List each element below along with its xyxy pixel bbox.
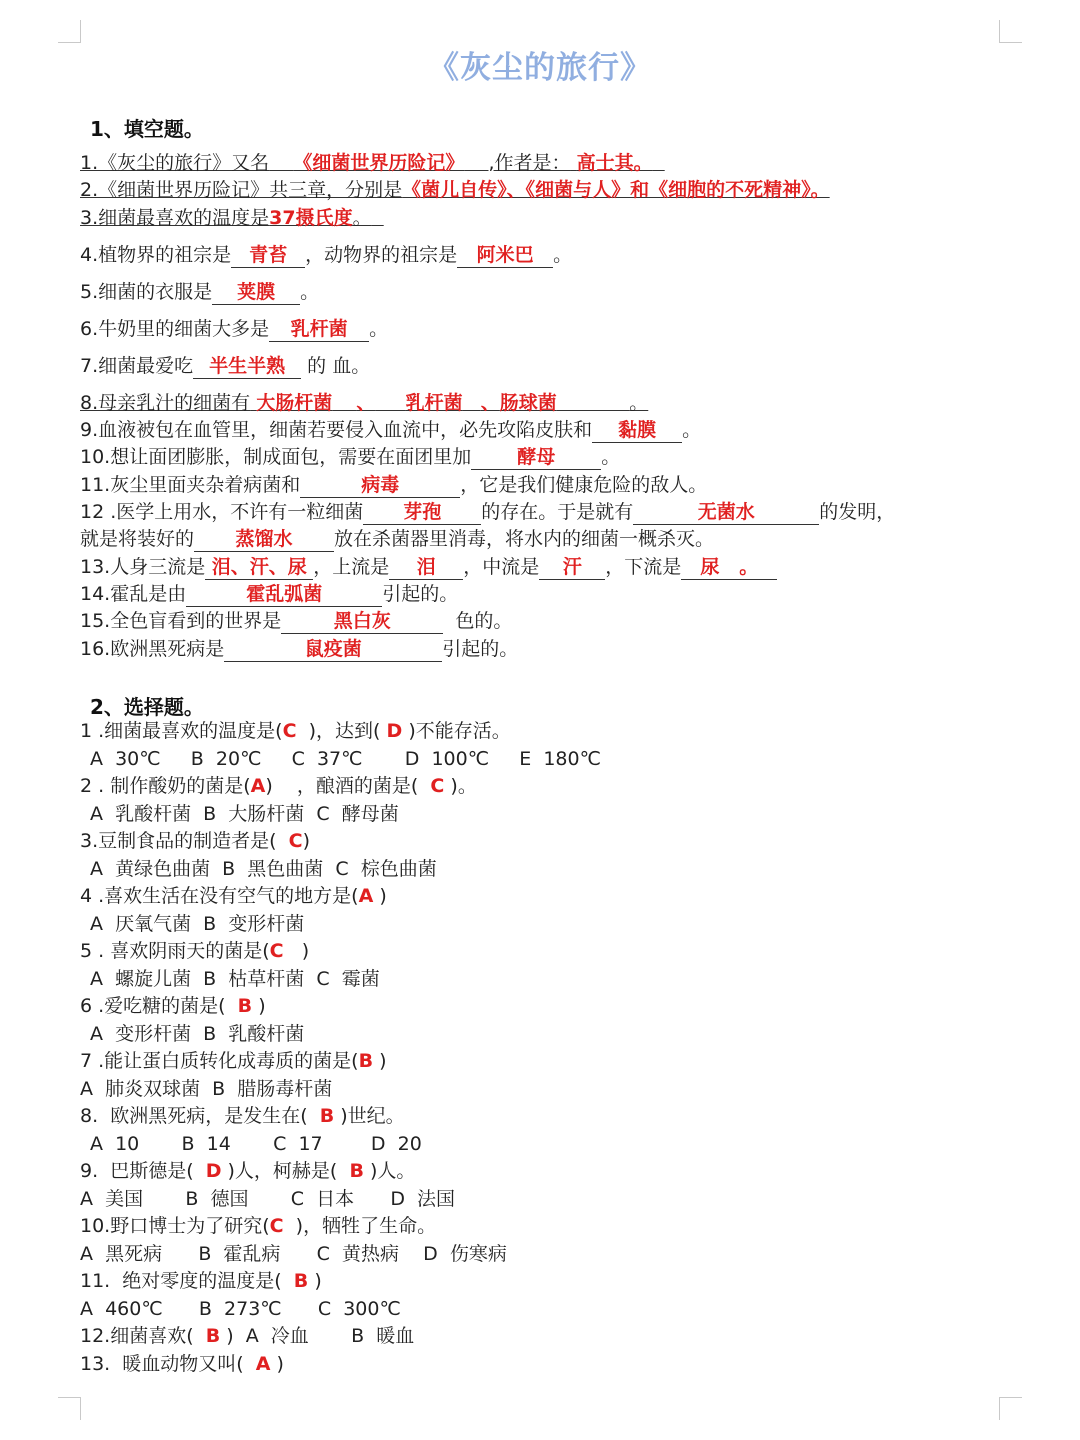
choice-question-8: 8. 欧洲黑死病，是发生在( B )世纪。 [80, 1105, 405, 1127]
page-title: 《灰尘的旅行》 [428, 50, 652, 86]
corner-mark-bottom-left [58, 1397, 81, 1420]
fill-question-15: 15.全色盲看到的世界是 黑白灰 色的。 [80, 610, 513, 632]
fill-question-11: 11.灰尘里面夹杂着病菌和 病毒 ，它是我们健康危险的敌人。 [80, 474, 708, 496]
choice-question-4: 4 .喜欢生活在没有空气的地方是(A ) [80, 885, 387, 907]
choice-options-4: A 厌氧气菌 B 变形杆菌 [90, 913, 305, 935]
fill-question-8: 8.母亲乳汁的细菌有 大肠杆菌 、 乳杆菌 、肠球菌 。 [80, 392, 649, 414]
choice-options-11: A 460℃ B 273℃ C 300℃ [80, 1298, 401, 1320]
choice-options-2: A 乳酸杆菌 B 大肠杆菌 C 酵母菌 [90, 803, 399, 825]
choice-question-6: 6 .爱吃糖的菌是( B ) [80, 995, 266, 1017]
fill-question-16: 16.欧洲黑死病是 鼠疫菌 引起的。 [80, 638, 519, 660]
choice-options-9: A 美国 B 德国 C 日本 D 法国 [80, 1188, 456, 1210]
fill-question-3: 3.细菌最喜欢的温度是37摄氏度。 [80, 207, 372, 229]
fill-question-4: 4.植物界的祖宗是 青苔 ，动物界的祖宗是 阿米巴 。 [80, 244, 573, 266]
choice-options-3: A 黄绿色曲菌 B 黑色曲菌 C 棕色曲菌 [90, 858, 437, 880]
choice-options-7: A 肺炎双球菌 B 腊肠毒杆菌 [80, 1078, 333, 1100]
fill-question-7: 7.细菌最爱吃 半生半熟 的 血。 [80, 355, 371, 377]
choice-question-7: 7 .能让蛋白质转化成毒质的菌是(B ) [80, 1050, 387, 1072]
section-fill-heading: 1、填空题。 [90, 117, 204, 141]
choice-question-11: 11. 绝对零度的温度是( B ) [80, 1270, 322, 1292]
choice-question-1: 1 .细菌最喜欢的温度是(C )，达到( D )不能存活。 [80, 720, 511, 742]
choice-options-6: A 变形杆菌 B 乳酸杆菌 [90, 1023, 305, 1045]
choice-question-5: 5 . 喜欢阴雨天的菌是(C ) [80, 940, 310, 962]
choice-options-5: A 螺旋儿菌 B 枯草杆菌 C 霉菌 [90, 968, 380, 990]
fill-question-10: 10.想让面团膨胀，制成面包，需要在面团里加 酵母 。 [80, 446, 621, 468]
corner-mark-top-left [58, 20, 81, 43]
corner-mark-top-right [999, 20, 1022, 43]
fill-question-9: 9.血液被包在血管里，细菌若要侵入血流中，必先攻陷皮肤和 黏膜 。 [80, 419, 702, 441]
choice-question-10: 10.野口博士为了研究(C )，牺牲了生命。 [80, 1215, 437, 1237]
choice-options-8: A 10 B 14 C 17 D 20 [90, 1133, 422, 1155]
choice-question-3: 3.豆制食品的制造者是( C) [80, 830, 310, 852]
choice-question-2: 2 . 制作酸奶的菌是(A) ，酿酒的菌是( C )。 [80, 775, 477, 797]
choice-question-13: 13. 暖血动物又叫( A ) [80, 1353, 284, 1375]
fill-question-12: 12 .医学上用水，不许有一粒细菌 芽孢 的存在。于是就有 无菌水 的发明， [80, 501, 896, 523]
fill-question-1: 1.《灰尘的旅行》又名 《细菌世界历险记》 ,作者是： 高士其。 [80, 152, 653, 174]
choice-question-9: 9. 巴斯德是( D )人，柯赫是( B )人。 [80, 1160, 416, 1182]
choice-options-10: A 黑死病 B 霍乱病 C 黄热病 D 伤寒病 [80, 1243, 507, 1265]
fill-question-14: 14.霍乱是由 霍乱弧菌 引起的。 [80, 583, 459, 605]
fill-question-5: 5.细菌的衣服是 荚膜 。 [80, 281, 320, 303]
fill-question-13: 13.人身三流是 泪、汗、尿 ，上流是 泪 ，中流是 汗 ，下流是 尿 。 [80, 554, 1010, 581]
choice-options-1: A 30℃ B 20℃ C 37℃ D 100℃ E 180℃ [90, 748, 601, 770]
fill-question-12-line-2: 就是将装好的 蒸馏水 放在杀菌器里消毒，将水内的细菌一概杀灭。 [80, 528, 715, 550]
section-choice-heading: 2、选择题。 [90, 695, 204, 719]
fill-question-2: 2.《细菌世界历险记》共三章，分别是《菌儿自传》、《细菌与人》和《细胞的不死精神》。 [80, 179, 830, 201]
fill-question-6: 6.牛奶里的细菌大多是 乳杆菌 。 [80, 318, 389, 340]
choice-question-12: 12.细菌喜欢( B ) A 冷血 B 暖血 [80, 1325, 415, 1347]
corner-mark-bottom-right [999, 1397, 1022, 1420]
